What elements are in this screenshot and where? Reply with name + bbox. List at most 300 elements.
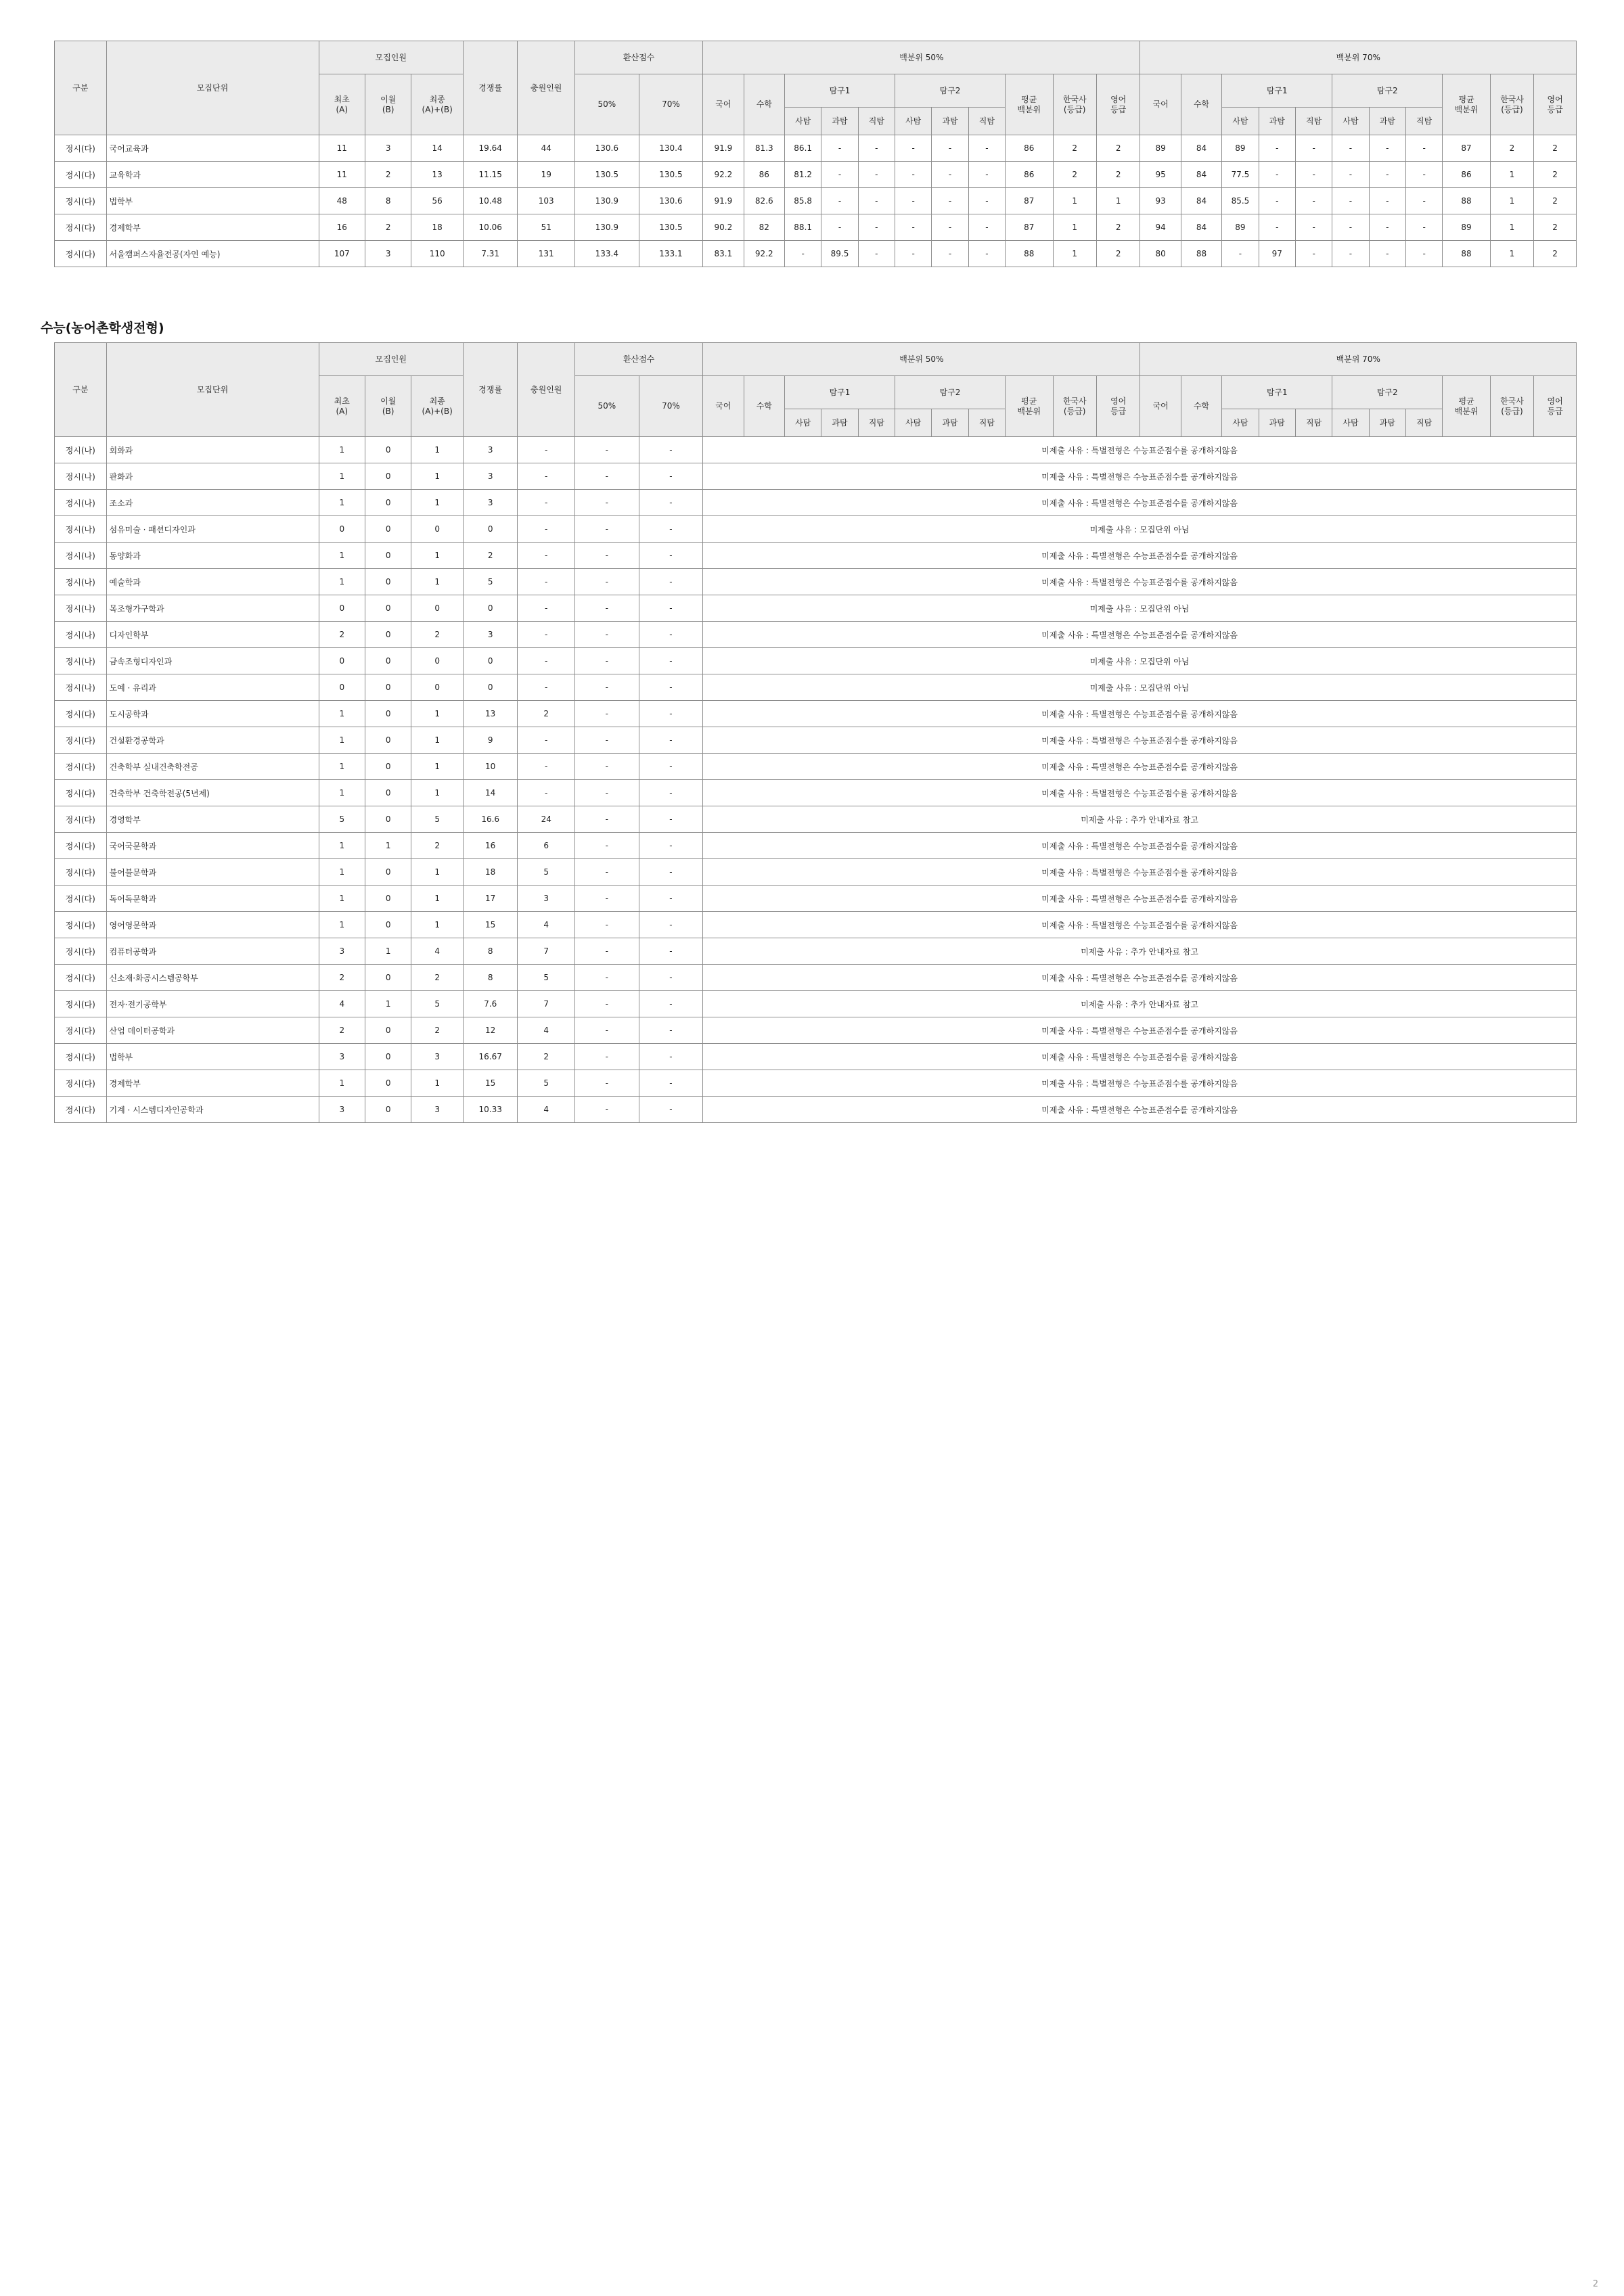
table-cell: - <box>821 135 858 162</box>
missing-reason-cell: 미제출 사유 : 특별전형은 수능표준점수를 공개하지않음 <box>703 833 1577 859</box>
table-cell: - <box>518 543 575 569</box>
table-cell: 3 <box>319 1044 365 1070</box>
table-cell: - <box>858 214 895 241</box>
table-cell: 0 <box>411 648 464 674</box>
table-cell: 1 <box>1053 214 1096 241</box>
unit-cell: 섬유미술 · 패션디자인과 <box>106 516 319 543</box>
header-initial: 최초 (A) <box>319 376 365 437</box>
table-cell: - <box>574 859 639 886</box>
table-cell: 1 <box>1490 214 1533 241</box>
table-cell: 1 <box>1053 188 1096 214</box>
table-cell: 44 <box>518 135 575 162</box>
header-pct50: 백분위 50% <box>703 41 1140 74</box>
table-cell: - <box>574 437 639 463</box>
table-cell: - <box>639 965 703 991</box>
table-cell: 10.33 <box>463 1097 518 1123</box>
missing-reason-cell: 미제출 사유 : 특별전형은 수능표준점수를 공개하지않음 <box>703 727 1577 754</box>
header-unit: 모집단위 <box>106 343 319 437</box>
table-cell: - <box>518 463 575 490</box>
table-cell: 1 <box>411 754 464 780</box>
table-cell: - <box>858 188 895 214</box>
header-gubun: 구분 <box>55 41 107 135</box>
table-cell: 94 <box>1140 214 1181 241</box>
table-cell: - <box>574 1070 639 1097</box>
table-cell: - <box>1332 162 1369 188</box>
missing-reason-cell: 미제출 사유 : 추가 안내자료 참고 <box>703 806 1577 833</box>
table-cell: 1 <box>411 780 464 806</box>
table-cell: 92.2 <box>703 162 744 188</box>
table-cell: 11 <box>319 135 365 162</box>
table-cell: 0 <box>365 1044 411 1070</box>
header-math: 수학 <box>1181 74 1221 135</box>
missing-reason-cell: 미제출 사유 : 특별전형은 수능표준점수를 공개하지않음 <box>703 1044 1577 1070</box>
table-cell: 8 <box>463 965 518 991</box>
missing-reason-cell: 미제출 사유 : 특별전형은 수능표준점수를 공개하지않음 <box>703 780 1577 806</box>
missing-reason-cell: 미제출 사유 : 특별전형은 수능표준점수를 공개하지않음 <box>703 912 1577 938</box>
header-vocational: 직탐 <box>858 409 895 437</box>
table-cell: - <box>784 241 821 267</box>
table-cell: - <box>639 938 703 965</box>
table-cell: 5 <box>319 806 365 833</box>
table-cell: - <box>1369 214 1405 241</box>
header-social: 사탐 <box>1332 409 1369 437</box>
table-cell: 2 <box>319 1017 365 1044</box>
table-cell: - <box>639 463 703 490</box>
table-cell: 6 <box>518 833 575 859</box>
table-cell: 정시(다) <box>55 214 107 241</box>
header-science: 과탐 <box>821 409 858 437</box>
header-history: 한국사 (등급) <box>1053 376 1096 437</box>
table-cell: - <box>639 1070 703 1097</box>
unit-cell: 신소재·화공시스템공학부 <box>106 965 319 991</box>
table-cell: - <box>574 991 639 1017</box>
table-row <box>55 991 1577 1017</box>
unit-cell: 조소과 <box>106 490 319 516</box>
table-cell: 0 <box>365 859 411 886</box>
table-cell: 1 <box>365 991 411 1017</box>
table-cell: - <box>932 241 968 267</box>
header-p50: 50% <box>574 376 639 437</box>
table-cell: - <box>574 912 639 938</box>
table-cell: 86 <box>1006 162 1053 188</box>
table-cell: - <box>639 516 703 543</box>
table-cell: 5 <box>518 1070 575 1097</box>
missing-reason-cell: 미제출 사유 : 모집단위 아님 <box>703 674 1577 701</box>
table-cell: - <box>639 1017 703 1044</box>
table-cell: 87 <box>1006 214 1053 241</box>
table-cell: 0 <box>365 1017 411 1044</box>
table-cell: 0 <box>463 516 518 543</box>
table-cell: 1 <box>1490 162 1533 188</box>
table-cell: - <box>1222 241 1259 267</box>
table-cell: - <box>1405 135 1442 162</box>
table-cell: - <box>1259 214 1295 241</box>
table-cell: 12 <box>463 1017 518 1044</box>
table-cell: 1 <box>411 912 464 938</box>
table-cell: 80 <box>1140 241 1181 267</box>
header-pct70: 백분위 70% <box>1140 343 1577 376</box>
header-inq1: 탐구1 <box>784 74 895 108</box>
table-cell: 2 <box>463 543 518 569</box>
header-inq1: 탐구1 <box>784 376 895 409</box>
header-english: 영어 등급 <box>1534 376 1577 437</box>
table-cell: 10.48 <box>463 188 518 214</box>
table-cell: 19 <box>518 162 575 188</box>
header-inq1: 탐구1 <box>1222 376 1332 409</box>
admission-results-table-rural <box>54 342 1577 1123</box>
table-cell: - <box>968 241 1005 267</box>
header-added: 충원인원 <box>518 343 575 437</box>
table-cell: - <box>518 516 575 543</box>
table-row <box>55 188 1577 214</box>
table-row <box>55 622 1577 648</box>
table-cell: 82.6 <box>744 188 784 214</box>
table-row <box>55 214 1577 241</box>
missing-reason-cell: 미제출 사유 : 특별전형은 수능표준점수를 공개하지않음 <box>703 463 1577 490</box>
table-cell: 1 <box>319 490 365 516</box>
table-cell: 3 <box>411 1044 464 1070</box>
header-social: 사탐 <box>1222 108 1259 135</box>
unit-cell: 국어국문학과 <box>106 833 319 859</box>
table-cell: 7 <box>518 938 575 965</box>
table-cell: 93 <box>1140 188 1181 214</box>
table-cell: - <box>639 1044 703 1070</box>
table-cell: 88.1 <box>784 214 821 241</box>
table-cell: 정시(다) <box>55 241 107 267</box>
header-korean: 국어 <box>1140 74 1181 135</box>
table-cell: - <box>518 754 575 780</box>
table-cell: - <box>858 162 895 188</box>
table-cell: 0 <box>319 648 365 674</box>
missing-reason-cell: 미제출 사유 : 특별전형은 수능표준점수를 공개하지않음 <box>703 965 1577 991</box>
table-cell: 14 <box>411 135 464 162</box>
missing-reason-cell: 미제출 사유 : 특별전형은 수능표준점수를 공개하지않음 <box>703 859 1577 886</box>
table-cell: 92.2 <box>744 241 784 267</box>
table-cell: 85.5 <box>1222 188 1259 214</box>
missing-reason-cell: 미제출 사유 : 특별전형은 수능표준점수를 공개하지않음 <box>703 1017 1577 1044</box>
table-cell: 14 <box>463 780 518 806</box>
header-converted: 환산점수 <box>574 41 702 74</box>
missing-reason-cell: 미제출 사유 : 모집단위 아님 <box>703 516 1577 543</box>
table-cell: - <box>518 674 575 701</box>
table-row <box>55 965 1577 991</box>
unit-cell: 법학부 <box>106 188 319 214</box>
table-cell: - <box>518 622 575 648</box>
header-korean: 국어 <box>703 74 744 135</box>
table-cell: 15 <box>463 912 518 938</box>
table-cell: 0 <box>411 516 464 543</box>
header-science: 과탐 <box>932 409 968 437</box>
table-cell: 1 <box>411 859 464 886</box>
table-cell: - <box>1259 135 1295 162</box>
table-cell: 2 <box>1053 162 1096 188</box>
table-cell: 1 <box>411 701 464 727</box>
table-cell: - <box>574 1017 639 1044</box>
unit-cell: 건축학부 실내건축학전공 <box>106 754 319 780</box>
table-cell: 1 <box>319 569 365 595</box>
table-cell: 4 <box>411 938 464 965</box>
table-cell: 정시(다) <box>55 806 107 833</box>
table-cell: 0 <box>365 674 411 701</box>
table-cell: 110 <box>411 241 464 267</box>
unit-cell: 경제학부 <box>106 1070 319 1097</box>
table-cell: 0 <box>365 912 411 938</box>
table-row <box>55 162 1577 188</box>
table-cell: 7 <box>518 991 575 1017</box>
table-cell: - <box>574 1097 639 1123</box>
table-cell: 0 <box>365 595 411 622</box>
unit-cell: 도예 · 유리과 <box>106 674 319 701</box>
missing-reason-cell: 미제출 사유 : 특별전형은 수능표준점수를 공개하지않음 <box>703 490 1577 516</box>
missing-reason-cell: 미제출 사유 : 특별전형은 수능표준점수를 공개하지않음 <box>703 886 1577 912</box>
table-cell: 16 <box>463 833 518 859</box>
header-history: 한국사 (등급) <box>1490 376 1533 437</box>
table-cell: 2 <box>319 622 365 648</box>
table-cell: - <box>639 622 703 648</box>
table-cell: 84 <box>1181 188 1221 214</box>
header-math: 수학 <box>744 74 784 135</box>
unit-cell: 도시공학과 <box>106 701 319 727</box>
table-cell: - <box>574 965 639 991</box>
table-cell: 0 <box>463 648 518 674</box>
missing-reason-cell: 미제출 사유 : 모집단위 아님 <box>703 648 1577 674</box>
header-vocational: 직탐 <box>858 108 895 135</box>
table-cell: 정시(다) <box>55 833 107 859</box>
unit-cell: 영어영문학과 <box>106 912 319 938</box>
table-cell: - <box>1295 135 1332 162</box>
table-cell: 10.06 <box>463 214 518 241</box>
table-cell: - <box>1295 162 1332 188</box>
table-cell: 2 <box>1534 214 1577 241</box>
table-cell: 0 <box>365 516 411 543</box>
table-cell: 133.4 <box>574 241 639 267</box>
table-cell: 90.2 <box>703 214 744 241</box>
table-cell: - <box>574 569 639 595</box>
table-cell: 56 <box>411 188 464 214</box>
table-cell: 130.5 <box>574 162 639 188</box>
table-cell: 2 <box>1534 188 1577 214</box>
header-science: 과탐 <box>821 108 858 135</box>
table-cell: - <box>574 463 639 490</box>
table-cell: 0 <box>319 674 365 701</box>
header-history: 한국사 (등급) <box>1490 74 1533 135</box>
table-cell: 13 <box>411 162 464 188</box>
unit-cell: 목조형가구학과 <box>106 595 319 622</box>
table-cell: - <box>639 1097 703 1123</box>
table-cell: 정시(다) <box>55 701 107 727</box>
table-cell: - <box>639 569 703 595</box>
table-cell: 51 <box>518 214 575 241</box>
table-cell: - <box>639 674 703 701</box>
table-cell: - <box>574 490 639 516</box>
table-cell: - <box>821 162 858 188</box>
table-cell: 81.3 <box>744 135 784 162</box>
table-cell: 82 <box>744 214 784 241</box>
table-cell: 0 <box>365 754 411 780</box>
table-cell: 2 <box>1096 162 1140 188</box>
missing-reason-cell: 미제출 사유 : 모집단위 아님 <box>703 595 1577 622</box>
table-row <box>55 780 1577 806</box>
unit-cell: 예술학과 <box>106 569 319 595</box>
table-cell: 130.9 <box>574 214 639 241</box>
table-cell: 97 <box>1259 241 1295 267</box>
table-cell: 1 <box>411 463 464 490</box>
table-cell: 130.6 <box>639 188 703 214</box>
table-cell: 0 <box>365 1070 411 1097</box>
table-cell: 3 <box>463 490 518 516</box>
header-avg-pct: 평균 백분위 <box>1443 376 1490 437</box>
table-cell: 0 <box>365 727 411 754</box>
table-row <box>55 463 1577 490</box>
table-cell: 3 <box>463 622 518 648</box>
table-cell: - <box>858 135 895 162</box>
table-cell: - <box>574 938 639 965</box>
table-cell: 1 <box>411 543 464 569</box>
header-competition: 경쟁률 <box>463 343 518 437</box>
table-cell: 1 <box>319 437 365 463</box>
table-cell: 95 <box>1140 162 1181 188</box>
header-inq2: 탐구2 <box>1332 376 1443 409</box>
table-cell: 0 <box>463 595 518 622</box>
table-cell: 1 <box>319 859 365 886</box>
table-cell: 48 <box>319 188 365 214</box>
table-cell: 1 <box>319 886 365 912</box>
table-row <box>55 241 1577 267</box>
table-row <box>55 648 1577 674</box>
table-cell: 정시(다) <box>55 1097 107 1123</box>
table-cell: 3 <box>463 463 518 490</box>
missing-reason-cell: 미제출 사유 : 특별전형은 수능표준점수를 공개하지않음 <box>703 1070 1577 1097</box>
table-cell: 87 <box>1443 135 1490 162</box>
table-cell: 86 <box>1006 135 1053 162</box>
table-row <box>55 833 1577 859</box>
table-cell: 2 <box>365 162 411 188</box>
table-cell: - <box>639 754 703 780</box>
table-cell: 0 <box>319 516 365 543</box>
header-social: 사탐 <box>1222 409 1259 437</box>
header-avg-pct: 평균 백분위 <box>1006 74 1053 135</box>
missing-reason-cell: 미제출 사유 : 특별전형은 수능표준점수를 공개하지않음 <box>703 569 1577 595</box>
table-cell: 5 <box>518 965 575 991</box>
header-science: 과탐 <box>932 108 968 135</box>
header-history: 한국사 (등급) <box>1053 74 1096 135</box>
unit-cell: 경영학부 <box>106 806 319 833</box>
table-cell: - <box>574 780 639 806</box>
table-cell: 0 <box>365 543 411 569</box>
table-cell: 정시(나) <box>55 569 107 595</box>
header-inq1: 탐구1 <box>1222 74 1332 108</box>
table-cell: 0 <box>365 965 411 991</box>
header-science: 과탐 <box>1369 409 1405 437</box>
table-cell: 87 <box>1006 188 1053 214</box>
table-cell: 1 <box>411 727 464 754</box>
header-social: 사탐 <box>895 108 932 135</box>
header-carry: 이월 (B) <box>365 376 411 437</box>
table-cell: 86 <box>744 162 784 188</box>
table-cell: 1 <box>365 938 411 965</box>
table-row <box>55 543 1577 569</box>
table-cell: - <box>518 648 575 674</box>
table-cell: 16.6 <box>463 806 518 833</box>
table-cell: 2 <box>518 1044 575 1070</box>
table-cell: 89 <box>1222 135 1259 162</box>
unit-cell: 법학부 <box>106 1044 319 1070</box>
table-cell: 0 <box>365 1097 411 1123</box>
table-cell: 정시(나) <box>55 648 107 674</box>
header-inq2: 탐구2 <box>1332 74 1443 108</box>
table-cell: 1 <box>319 543 365 569</box>
table-cell: 2 <box>1096 135 1140 162</box>
table-cell: - <box>518 569 575 595</box>
table-cell: 2 <box>411 622 464 648</box>
table-row <box>55 859 1577 886</box>
unit-cell: 금속조형디자인과 <box>106 648 319 674</box>
table-cell: - <box>1369 162 1405 188</box>
table-cell: - <box>932 135 968 162</box>
table-cell: 1 <box>319 833 365 859</box>
table-row <box>55 938 1577 965</box>
unit-cell: 산업 데이터공학과 <box>106 1017 319 1044</box>
header-p70: 70% <box>639 74 703 135</box>
unit-cell: 판화과 <box>106 463 319 490</box>
table-cell: 1 <box>1490 188 1533 214</box>
table-cell: 1 <box>411 569 464 595</box>
table-cell: 5 <box>411 806 464 833</box>
table-cell: - <box>639 833 703 859</box>
table-cell: 3 <box>411 1097 464 1123</box>
table-cell: 정시(나) <box>55 490 107 516</box>
table-row <box>55 516 1577 543</box>
table-cell: 0 <box>411 595 464 622</box>
table-cell: - <box>1295 214 1332 241</box>
table-cell: 2 <box>365 214 411 241</box>
table-cell: 88 <box>1443 188 1490 214</box>
table-cell: - <box>518 437 575 463</box>
table-cell: - <box>895 214 932 241</box>
table-cell: 5 <box>411 991 464 1017</box>
table-cell: 3 <box>518 886 575 912</box>
table-cell: 정시(나) <box>55 543 107 569</box>
table-cell: - <box>1369 135 1405 162</box>
table-row <box>55 1097 1577 1123</box>
admission-results-table-regular <box>54 41 1577 267</box>
table-cell: 88 <box>1181 241 1221 267</box>
table-row <box>55 569 1577 595</box>
table-cell: - <box>574 674 639 701</box>
table-cell: - <box>518 595 575 622</box>
table-cell: - <box>1295 241 1332 267</box>
table-row <box>55 135 1577 162</box>
table-cell: 정시(나) <box>55 674 107 701</box>
header-converted: 환산점수 <box>574 343 702 376</box>
table-row <box>55 886 1577 912</box>
header-social: 사탐 <box>784 409 821 437</box>
table-cell: 0 <box>365 780 411 806</box>
table-cell: 1 <box>319 754 365 780</box>
table-cell: 0 <box>365 648 411 674</box>
table-cell: 130.5 <box>639 162 703 188</box>
table-cell: - <box>1405 241 1442 267</box>
table-cell: - <box>574 727 639 754</box>
table-cell: 정시(다) <box>55 1070 107 1097</box>
table-cell: 19.64 <box>463 135 518 162</box>
table-cell: 103 <box>518 188 575 214</box>
table-cell: - <box>639 991 703 1017</box>
table-cell: 3 <box>319 1097 365 1123</box>
table-cell: - <box>1332 135 1369 162</box>
table-cell: 3 <box>365 241 411 267</box>
table-cell: 83.1 <box>703 241 744 267</box>
